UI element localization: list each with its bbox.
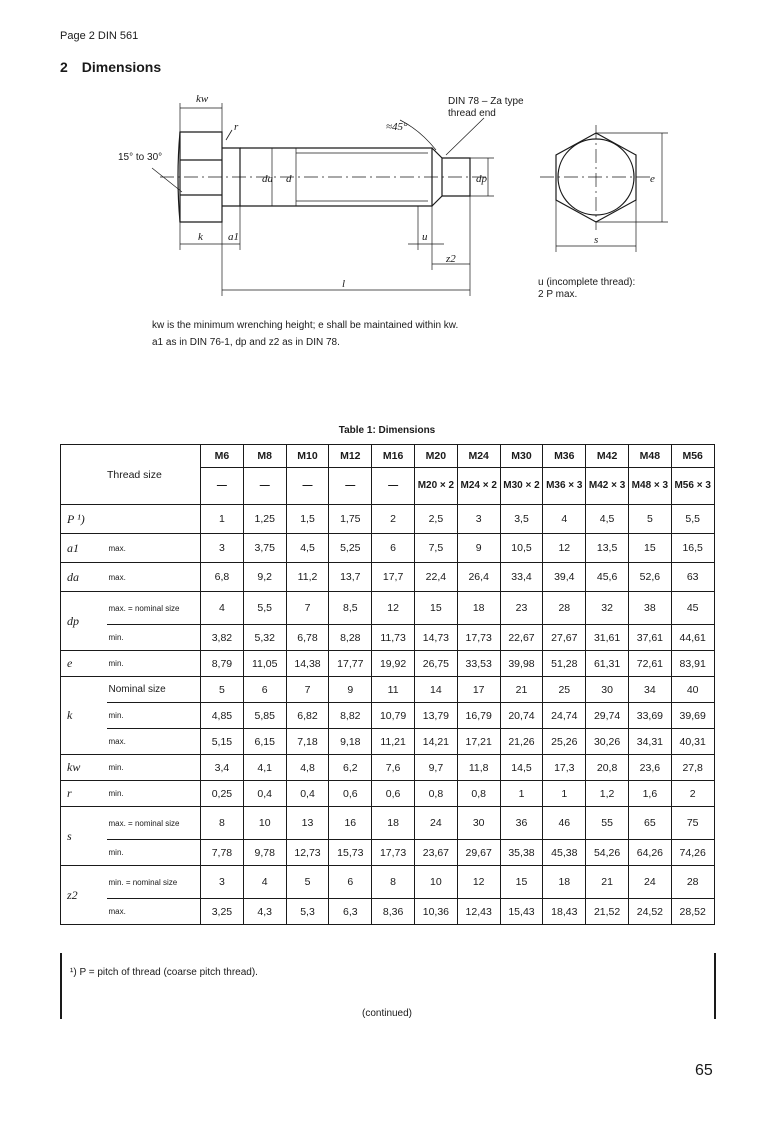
table-cell: 4: [543, 505, 586, 534]
table-cell: 12: [372, 592, 415, 625]
table-cell: 8,82: [329, 703, 372, 729]
table-cell: 5: [286, 866, 329, 899]
table-cell: 64,26: [628, 840, 671, 866]
table-cell: 1,6: [628, 781, 671, 807]
row-qualifier: min. = nominal size: [107, 866, 201, 899]
table-cell: 10: [415, 866, 458, 899]
table-cell: 17: [457, 677, 500, 703]
row-symbol: r: [61, 781, 107, 807]
table-cell: 19,92: [372, 651, 415, 677]
size-header: M24: [457, 445, 500, 468]
label-a1: a1: [228, 231, 239, 243]
table-cell: 5,85: [243, 703, 286, 729]
table-cell: 25,26: [543, 729, 586, 755]
row-symbol: a1: [61, 534, 107, 563]
table-row: [61, 625, 715, 651]
continued-label: (continued): [361, 1008, 413, 1019]
table-cell: 21,26: [500, 729, 543, 755]
table-cell: 39,98: [500, 651, 543, 677]
label-r: r: [234, 121, 239, 133]
table-cell: 1: [500, 781, 543, 807]
fine-thread-header: M30 × 2: [500, 468, 543, 505]
table-cell: 3: [457, 505, 500, 534]
table-cell: 0,6: [372, 781, 415, 807]
label-l: l: [342, 278, 346, 290]
table-cell: 1: [543, 781, 586, 807]
row-qualifier: [107, 505, 201, 534]
size-header: M8: [243, 445, 286, 468]
table-row: [61, 781, 715, 807]
table-cell: 13,5: [586, 534, 629, 563]
table-cell: 0,25: [201, 781, 244, 807]
label-z2: z2: [446, 253, 456, 265]
table-cell: 24,52: [628, 899, 671, 925]
section-title: Dimensions: [81, 59, 162, 75]
table-cell: 1,5: [286, 505, 329, 534]
table-cell: 6: [329, 866, 372, 899]
table-cell: 3,5: [500, 505, 543, 534]
size-header: M16: [372, 445, 415, 468]
table-cell: 3,82: [201, 625, 244, 651]
table-cell: 51,28: [543, 651, 586, 677]
table-cell: 8,28: [329, 625, 372, 651]
table-cell: 6,82: [286, 703, 329, 729]
table-cell: 28,52: [671, 899, 714, 925]
note-line2: a1 as in DIN 76-1, dp and z2 as in DIN 78.: [152, 337, 340, 348]
u-note-line1: u (incomplete thread):: [538, 277, 636, 288]
table-row: [61, 703, 715, 729]
row-qualifier: min.: [107, 703, 201, 729]
table-row: [61, 534, 715, 563]
table-cell: 23,67: [415, 840, 458, 866]
table-cell: 31,61: [586, 625, 629, 651]
size-header: M56: [671, 445, 714, 468]
label-kw: kw: [196, 93, 209, 105]
table-cell: 4: [243, 866, 286, 899]
table-cell: 7: [286, 677, 329, 703]
table-cell: 6,2: [329, 755, 372, 781]
table-cell: 29,67: [457, 840, 500, 866]
size-header: M12: [329, 445, 372, 468]
table-cell: 1,2: [586, 781, 629, 807]
table-cell: 83,91: [671, 651, 714, 677]
table-cell: 25: [543, 677, 586, 703]
label-da: da: [262, 173, 273, 185]
table-cell: 10: [243, 807, 286, 840]
row-qualifier: max.: [107, 563, 201, 592]
table-cell: 34,31: [628, 729, 671, 755]
table-cell: 14,38: [286, 651, 329, 677]
table-cell: 11: [372, 677, 415, 703]
note-line1: kw is the minimum wrenching height; e shall be maintained within kw.: [152, 320, 459, 331]
fine-thread-header: M56 × 3: [671, 468, 714, 505]
table-cell: 46: [543, 807, 586, 840]
table-cell: 36: [500, 807, 543, 840]
table-cell: 22,67: [500, 625, 543, 651]
row-symbol: z2: [61, 866, 107, 925]
table-cell: 37,61: [628, 625, 671, 651]
table-cell: 26,75: [415, 651, 458, 677]
table-cell: 15: [628, 534, 671, 563]
table-cell: 21,52: [586, 899, 629, 925]
table-cell: 14: [415, 677, 458, 703]
label-e: e: [650, 173, 655, 185]
table-cell: 4,5: [286, 534, 329, 563]
table-cell: 5,5: [671, 505, 714, 534]
table-cell: 23,6: [628, 755, 671, 781]
label-thread-end-2: thread end: [448, 108, 496, 119]
fine-thread-header: —: [329, 468, 372, 505]
table-cell: 3,75: [243, 534, 286, 563]
table-cell: 2: [372, 505, 415, 534]
size-header: M20: [415, 445, 458, 468]
table-cell: 45,38: [543, 840, 586, 866]
footnote: ¹) P = pitch of thread (coarse pitch thread).: [70, 967, 258, 978]
page-header: Page 2 DIN 561: [60, 30, 139, 42]
table-cell: 30,26: [586, 729, 629, 755]
row-qualifier: max.: [107, 729, 201, 755]
table-cell: 8,5: [329, 592, 372, 625]
label-u: u: [422, 231, 428, 243]
table-cell: 15,43: [500, 899, 543, 925]
table-cell: 28: [543, 592, 586, 625]
table-cell: 29,74: [586, 703, 629, 729]
table-cell: 2: [671, 781, 714, 807]
row-qualifier: max.: [107, 534, 201, 563]
table-row: [61, 755, 715, 781]
table-cell: 7,78: [201, 840, 244, 866]
table-cell: 17,73: [372, 840, 415, 866]
table-cell: 6,78: [286, 625, 329, 651]
row-symbol: da: [61, 563, 107, 592]
row-qualifier: Nominal size: [107, 677, 201, 703]
row-symbol: kw: [61, 755, 107, 781]
table-cell: 34: [628, 677, 671, 703]
table-cell: 14,21: [415, 729, 458, 755]
table-cell: 10,5: [500, 534, 543, 563]
table-row: [61, 807, 715, 840]
table-cell: 3: [201, 866, 244, 899]
table-cell: 4,3: [243, 899, 286, 925]
table-cell: 61,31: [586, 651, 629, 677]
table-cell: 11,73: [372, 625, 415, 651]
table-cell: 39,69: [671, 703, 714, 729]
table-cell: 27,8: [671, 755, 714, 781]
size-header: M10: [286, 445, 329, 468]
table-row: [61, 563, 715, 592]
table-cell: 12,73: [286, 840, 329, 866]
table-cell: 45,6: [586, 563, 629, 592]
table-cell: 45: [671, 592, 714, 625]
table-cell: 1: [201, 505, 244, 534]
table-cell: 9,7: [415, 755, 458, 781]
header-row-sizes: [61, 445, 715, 468]
u-note: [538, 277, 635, 301]
table-cell: 3,25: [201, 899, 244, 925]
table-cell: 26,4: [457, 563, 500, 592]
table-cell: 12,43: [457, 899, 500, 925]
row-qualifier: max. = nominal size: [107, 807, 201, 840]
table-cell: 35,38: [500, 840, 543, 866]
table-cell: 3,4: [201, 755, 244, 781]
table-cell: 3: [201, 534, 244, 563]
table-cell: 7,18: [286, 729, 329, 755]
table-cell: 14,5: [500, 755, 543, 781]
row-symbol: P ¹): [61, 505, 107, 534]
table-cell: 24,74: [543, 703, 586, 729]
row-symbol: e: [61, 651, 107, 677]
table-cell: 75: [671, 807, 714, 840]
table-cell: 6,3: [329, 899, 372, 925]
table-cell: 8: [372, 866, 415, 899]
table-cell: 14,73: [415, 625, 458, 651]
fine-thread-header: —: [201, 468, 244, 505]
table-cell: 18: [543, 866, 586, 899]
table-cell: 5: [201, 677, 244, 703]
table-cell: 30: [586, 677, 629, 703]
table-cell: 44,61: [671, 625, 714, 651]
table-cell: 9: [457, 534, 500, 563]
table-cell: 20,8: [586, 755, 629, 781]
thread-size-label: Thread size: [61, 445, 201, 505]
fine-thread-header: —: [372, 468, 415, 505]
table-cell: 32: [586, 592, 629, 625]
u-note-line2: 2 P max.: [538, 289, 578, 300]
table-cell: 2,5: [415, 505, 458, 534]
table-cell: 4,5: [586, 505, 629, 534]
label-s: s: [594, 234, 599, 246]
row-qualifier: min.: [107, 755, 201, 781]
table-cell: 24: [415, 807, 458, 840]
table-cell: 13,79: [415, 703, 458, 729]
table-cell: 15: [500, 866, 543, 899]
dimensions-table-body: [61, 445, 715, 925]
table-row: [61, 866, 715, 899]
table-row: [61, 899, 715, 925]
table-cell: 5,5: [243, 592, 286, 625]
size-header: M36: [543, 445, 586, 468]
table-cell: 40,31: [671, 729, 714, 755]
table-cell: 7,5: [415, 534, 458, 563]
table-cell: 27,67: [543, 625, 586, 651]
table-cell: 4,1: [243, 755, 286, 781]
table-cell: 12: [543, 534, 586, 563]
size-header: M30: [500, 445, 543, 468]
table-cell: 6,8: [201, 563, 244, 592]
table-cell: 4,85: [201, 703, 244, 729]
table-cell: 5,25: [329, 534, 372, 563]
table-cell: 13,7: [329, 563, 372, 592]
table-cell: 7,6: [372, 755, 415, 781]
table-caption: Table 1: Dimensions: [338, 425, 436, 436]
table-cell: 28: [671, 866, 714, 899]
table-cell: 54,26: [586, 840, 629, 866]
table-cell: 33,69: [628, 703, 671, 729]
table-cell: 1,25: [243, 505, 286, 534]
fine-thread-header: M48 × 3: [628, 468, 671, 505]
table-cell: 9,2: [243, 563, 286, 592]
table-cell: 21: [586, 866, 629, 899]
table-cell: 10,79: [372, 703, 415, 729]
row-qualifier: min.: [107, 840, 201, 866]
fine-thread-header: —: [243, 468, 286, 505]
table-cell: 17,73: [457, 625, 500, 651]
table-row: [61, 592, 715, 625]
fine-thread-header: M42 × 3: [586, 468, 629, 505]
table-cell: 5: [628, 505, 671, 534]
table-cell: 5,32: [243, 625, 286, 651]
table-cell: 65: [628, 807, 671, 840]
table-cell: 52,6: [628, 563, 671, 592]
table-cell: 8,36: [372, 899, 415, 925]
table-cell: 10,36: [415, 899, 458, 925]
label-k: k: [198, 231, 203, 243]
size-header: M6: [201, 445, 244, 468]
table-row: [61, 840, 715, 866]
table-cell: 0,6: [329, 781, 372, 807]
table-cell: 13: [286, 807, 329, 840]
table-cell: 11,2: [286, 563, 329, 592]
row-symbol: k: [61, 677, 107, 755]
table-cell: 11,8: [457, 755, 500, 781]
table-cell: 21: [500, 677, 543, 703]
table-cell: 15: [415, 592, 458, 625]
label-d: d: [286, 173, 292, 185]
table-row: [61, 651, 715, 677]
table-cell: 33,53: [457, 651, 500, 677]
table-cell: 38: [628, 592, 671, 625]
row-symbol: dp: [61, 592, 107, 651]
table-cell: 8,79: [201, 651, 244, 677]
table-cell: 4: [201, 592, 244, 625]
table-cell: 6: [243, 677, 286, 703]
table-cell: 9,18: [329, 729, 372, 755]
table-cell: 24: [628, 866, 671, 899]
table-cell: 9,78: [243, 840, 286, 866]
fine-thread-header: —: [286, 468, 329, 505]
table-cell: 72,61: [628, 651, 671, 677]
label-dp: dp: [476, 173, 487, 185]
table-row: [61, 677, 715, 703]
row-qualifier: min.: [107, 651, 201, 677]
table-cell: 17,3: [543, 755, 586, 781]
table-cell: 5,15: [201, 729, 244, 755]
table-cell: 11,05: [243, 651, 286, 677]
table-cell: 30: [457, 807, 500, 840]
label-thread-end-1: DIN 78 – Za type: [448, 96, 524, 107]
fine-thread-header: M20 × 2: [415, 468, 458, 505]
table-cell: 20,74: [500, 703, 543, 729]
table-cell: 40: [671, 677, 714, 703]
table-cell: 16,79: [457, 703, 500, 729]
table-cell: 6,15: [243, 729, 286, 755]
table-cell: 8: [201, 807, 244, 840]
fine-thread-header: M24 × 2: [457, 468, 500, 505]
table-cell: 16,5: [671, 534, 714, 563]
section-number: 2: [60, 59, 68, 75]
table-cell: 18: [457, 592, 500, 625]
table-cell: 0,8: [457, 781, 500, 807]
table-cell: 22,4: [415, 563, 458, 592]
row-symbol: s: [61, 807, 107, 866]
row-qualifier: max. = nominal size: [107, 592, 201, 625]
table-cell: 11,21: [372, 729, 415, 755]
table-cell: 39,4: [543, 563, 586, 592]
page-number: 65: [695, 1062, 713, 1079]
table-cell: 4,8: [286, 755, 329, 781]
table-cell: 7: [286, 592, 329, 625]
label-chamfer: ≈45°: [386, 121, 408, 133]
row-qualifier: min.: [107, 781, 201, 807]
table-cell: 33,4: [500, 563, 543, 592]
table-cell: 15,73: [329, 840, 372, 866]
table-cell: 1,75: [329, 505, 372, 534]
table-row: [61, 729, 715, 755]
table-cell: 23: [500, 592, 543, 625]
size-header: M42: [586, 445, 629, 468]
table-cell: 16: [329, 807, 372, 840]
table-row: [61, 505, 715, 534]
table-cell: 9: [329, 677, 372, 703]
table-cell: 0,4: [243, 781, 286, 807]
dimensions-table: [60, 444, 715, 925]
table-cell: 74,26: [671, 840, 714, 866]
table-cell: 6: [372, 534, 415, 563]
table-cell: 55: [586, 807, 629, 840]
size-header: M48: [628, 445, 671, 468]
table-cell: 0,4: [286, 781, 329, 807]
table-cell: 0,8: [415, 781, 458, 807]
table-cell: 17,21: [457, 729, 500, 755]
label-angle: 15° to 30°: [118, 152, 163, 163]
table-cell: 12: [457, 866, 500, 899]
row-qualifier: min.: [107, 625, 201, 651]
table-cell: 17,7: [372, 563, 415, 592]
table-cell: 5,3: [286, 899, 329, 925]
table-cell: 17,77: [329, 651, 372, 677]
table-cell: 18,43: [543, 899, 586, 925]
bolt-drawing: [0, 0, 774, 320]
table-cell: 18: [372, 807, 415, 840]
table-cell: 63: [671, 563, 714, 592]
fine-thread-header: M36 × 3: [543, 468, 586, 505]
row-qualifier: max.: [107, 899, 201, 925]
